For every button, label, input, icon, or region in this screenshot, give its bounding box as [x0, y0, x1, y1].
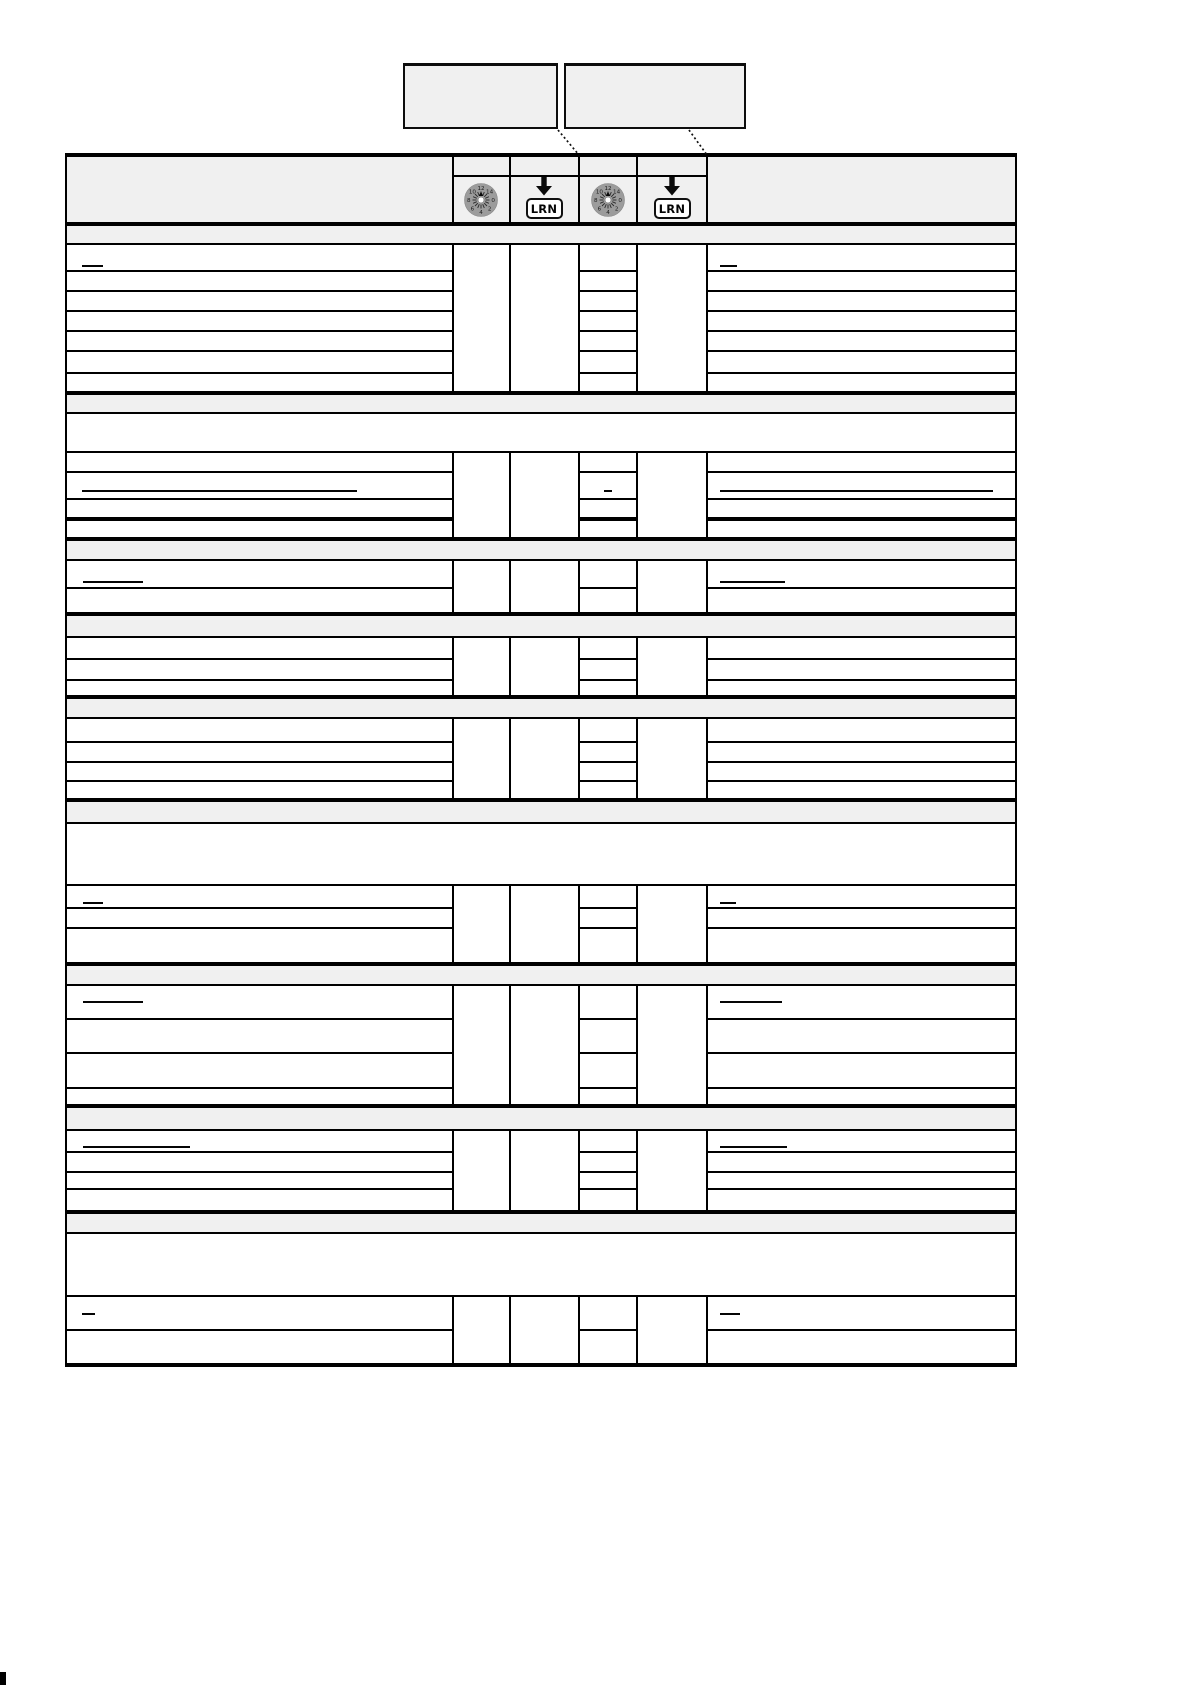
svg-text:14: 14	[613, 189, 621, 196]
section-band	[66, 614, 1016, 637]
column-divider	[578, 985, 580, 1106]
row-divider	[66, 372, 453, 374]
section-band	[66, 539, 1016, 560]
text-placeholder-mark	[82, 265, 103, 267]
row-divider	[66, 1171, 453, 1173]
rule-thick	[65, 798, 1017, 801]
column-divider	[706, 1130, 708, 1212]
row-divider	[707, 290, 1016, 292]
column-divider	[636, 718, 638, 800]
row-divider	[66, 1018, 453, 1020]
row-divider	[66, 498, 453, 500]
lrn-label: LRN	[658, 201, 686, 216]
column-divider	[636, 637, 638, 697]
svg-text:0: 0	[491, 198, 495, 204]
column-divider	[452, 560, 454, 614]
column-divider	[636, 1130, 638, 1212]
rule-thin	[66, 412, 1016, 414]
row-divider	[579, 761, 637, 763]
column-divider	[452, 718, 454, 800]
text-placeholder-mark	[720, 1001, 782, 1003]
row-divider	[66, 1087, 453, 1089]
column-divider	[578, 244, 580, 393]
column-divider	[452, 885, 454, 964]
dotted-leader-line	[689, 130, 707, 155]
row-divider	[66, 1329, 453, 1331]
rule-thick	[65, 1104, 1017, 1107]
row-divider	[579, 741, 637, 743]
column-divider	[452, 1296, 454, 1365]
row-divider	[707, 1188, 1016, 1190]
row-divider	[579, 927, 637, 929]
column-divider	[636, 885, 638, 964]
row-divider	[66, 330, 453, 332]
callout-box-1	[403, 63, 558, 129]
column-divider	[509, 452, 511, 539]
row-divider	[66, 471, 453, 473]
rule-thick	[65, 962, 1017, 965]
column-divider	[509, 155, 511, 224]
rule-thick	[65, 391, 1017, 394]
rule-thin	[66, 1129, 1016, 1131]
column-divider	[578, 560, 580, 614]
row-divider	[707, 1087, 1016, 1089]
section-band	[66, 800, 1016, 823]
column-divider	[706, 637, 708, 697]
callout-box-2	[564, 63, 746, 129]
timer-dial-icon	[590, 182, 626, 218]
column-divider	[636, 452, 638, 539]
text-placeholder-mark	[720, 490, 993, 492]
section-band	[66, 1212, 1016, 1233]
rule-thick	[65, 153, 1017, 156]
column-divider	[578, 637, 580, 697]
row-divider	[707, 658, 1016, 660]
text-placeholder-mark	[82, 1313, 95, 1315]
row-divider	[707, 587, 1016, 589]
svg-text:8: 8	[467, 198, 471, 204]
row-divider	[579, 350, 637, 352]
row-divider-thick	[66, 517, 453, 520]
column-divider	[509, 885, 511, 964]
row-divider	[579, 372, 637, 374]
column-divider	[706, 1296, 708, 1365]
column-divider	[706, 885, 708, 964]
row-divider	[579, 587, 637, 589]
table-outer-border	[1015, 153, 1017, 1367]
svg-text:6: 6	[470, 206, 475, 213]
text-placeholder-mark	[82, 490, 357, 492]
section-band	[66, 393, 1016, 413]
text-placeholder-mark	[604, 490, 612, 492]
column-divider	[578, 155, 580, 224]
rule-thick	[65, 222, 1017, 225]
row-divider	[707, 1329, 1016, 1331]
svg-text:2: 2	[614, 206, 619, 213]
lrn-label: LRN	[530, 201, 558, 216]
row-divider	[707, 498, 1016, 500]
text-placeholder-mark	[83, 581, 143, 583]
row-divider	[707, 350, 1016, 352]
row-divider	[66, 290, 453, 292]
timer-dial-icon	[463, 182, 499, 218]
rule-thin	[66, 243, 1016, 245]
row-divider	[579, 310, 637, 312]
column-divider	[636, 155, 638, 224]
svg-text:4: 4	[606, 210, 610, 217]
rule-thick	[65, 1363, 1017, 1366]
rule-thin	[66, 884, 1016, 886]
column-divider	[636, 244, 638, 393]
row-divider	[707, 372, 1016, 374]
page-edge-artifact	[0, 1672, 6, 1685]
column-divider	[636, 560, 638, 614]
row-divider	[579, 1329, 637, 1331]
down-arrow-icon	[652, 177, 692, 196]
column-divider	[509, 985, 511, 1106]
column-divider	[452, 1130, 454, 1212]
rule-thick	[65, 1210, 1017, 1213]
column-divider	[636, 1296, 638, 1365]
text-placeholder-mark	[720, 902, 736, 904]
row-divider	[66, 927, 453, 929]
column-divider	[509, 1296, 511, 1365]
column-divider	[706, 244, 708, 393]
row-divider	[579, 270, 637, 272]
row-divider	[66, 310, 453, 312]
row-divider	[707, 1052, 1016, 1054]
row-divider	[707, 1018, 1016, 1020]
row-divider	[579, 780, 637, 782]
lrn-button	[526, 198, 563, 219]
column-divider	[706, 718, 708, 800]
svg-text:2: 2	[487, 206, 492, 213]
row-divider	[707, 1151, 1016, 1153]
row-divider	[707, 741, 1016, 743]
text-placeholder-mark	[720, 1146, 787, 1148]
rule-thin	[66, 451, 1016, 453]
row-divider	[707, 780, 1016, 782]
row-divider	[579, 679, 637, 681]
rule-thick	[65, 695, 1017, 698]
section-band	[66, 224, 1016, 244]
column-divider	[706, 155, 708, 224]
column-divider	[578, 1296, 580, 1365]
row-divider	[66, 780, 453, 782]
learn-button-icon	[524, 177, 564, 221]
column-divider	[452, 155, 454, 224]
row-divider	[707, 310, 1016, 312]
column-divider	[706, 452, 708, 539]
down-arrow-icon	[524, 177, 564, 196]
column-divider	[578, 1130, 580, 1212]
rule-thin	[66, 822, 1016, 824]
row-divider	[66, 658, 453, 660]
lrn-button	[654, 198, 691, 219]
row-divider	[707, 761, 1016, 763]
svg-text:8: 8	[594, 198, 598, 204]
row-divider	[66, 350, 453, 352]
column-divider	[509, 637, 511, 697]
svg-text:0: 0	[618, 198, 622, 204]
column-divider	[578, 885, 580, 964]
row-divider	[707, 927, 1016, 929]
text-placeholder-mark	[83, 1001, 143, 1003]
text-placeholder-mark	[720, 265, 737, 267]
row-divider	[66, 270, 453, 272]
text-placeholder-mark	[83, 902, 103, 904]
row-divider	[579, 1052, 637, 1054]
row-divider	[66, 1052, 453, 1054]
svg-text:10: 10	[468, 189, 476, 196]
column-divider	[452, 452, 454, 539]
row-divider-thick	[579, 517, 637, 520]
column-divider	[706, 985, 708, 1106]
svg-text:10: 10	[595, 189, 603, 196]
row-divider	[579, 330, 637, 332]
row-divider	[66, 587, 453, 589]
row-divider	[707, 330, 1016, 332]
rule-thick	[65, 612, 1017, 615]
row-divider	[579, 658, 637, 660]
row-divider	[579, 498, 637, 500]
column-divider	[509, 1130, 511, 1212]
svg-text:12: 12	[604, 185, 612, 192]
rule-thin	[66, 984, 1016, 986]
rule-thin	[66, 717, 1016, 719]
column-divider	[452, 985, 454, 1106]
text-placeholder-mark	[720, 581, 785, 583]
row-divider	[66, 907, 453, 909]
table-outer-border	[65, 153, 67, 1367]
row-divider	[66, 1188, 453, 1190]
row-divider	[579, 1087, 637, 1089]
row-divider	[707, 907, 1016, 909]
row-divider	[707, 471, 1016, 473]
row-divider	[66, 741, 453, 743]
row-divider	[579, 1188, 637, 1190]
column-divider	[509, 244, 511, 393]
rule-thin	[66, 1295, 1016, 1297]
column-divider	[509, 560, 511, 614]
column-divider	[636, 985, 638, 1106]
svg-text:6: 6	[597, 206, 602, 213]
row-divider	[707, 1171, 1016, 1173]
column-divider	[452, 244, 454, 393]
row-divider	[707, 679, 1016, 681]
row-divider	[579, 907, 637, 909]
row-divider	[579, 471, 637, 473]
row-divider	[579, 1018, 637, 1020]
svg-text:12: 12	[477, 185, 485, 192]
svg-text:4: 4	[479, 210, 483, 217]
learn-button-icon	[652, 177, 692, 221]
column-divider	[452, 637, 454, 697]
column-divider	[578, 718, 580, 800]
text-placeholder-mark	[720, 1313, 740, 1315]
rule-thick	[65, 537, 1017, 540]
row-divider	[66, 1151, 453, 1153]
rule-thin	[66, 559, 1016, 561]
row-divider	[579, 1171, 637, 1173]
rule-thin	[66, 1232, 1016, 1234]
row-divider	[707, 270, 1016, 272]
section-band	[66, 1106, 1016, 1130]
column-divider	[509, 718, 511, 800]
row-divider	[579, 290, 637, 292]
row-divider	[579, 1151, 637, 1153]
row-divider-thick	[707, 517, 1016, 520]
svg-text:14: 14	[486, 189, 494, 196]
row-divider	[66, 761, 453, 763]
section-band	[66, 697, 1016, 718]
dotted-leader-line	[558, 130, 579, 155]
column-divider	[578, 452, 580, 539]
column-divider	[706, 560, 708, 614]
row-divider	[66, 679, 453, 681]
section-band	[66, 964, 1016, 985]
text-placeholder-mark	[83, 1146, 190, 1148]
rule-thin	[66, 636, 1016, 638]
